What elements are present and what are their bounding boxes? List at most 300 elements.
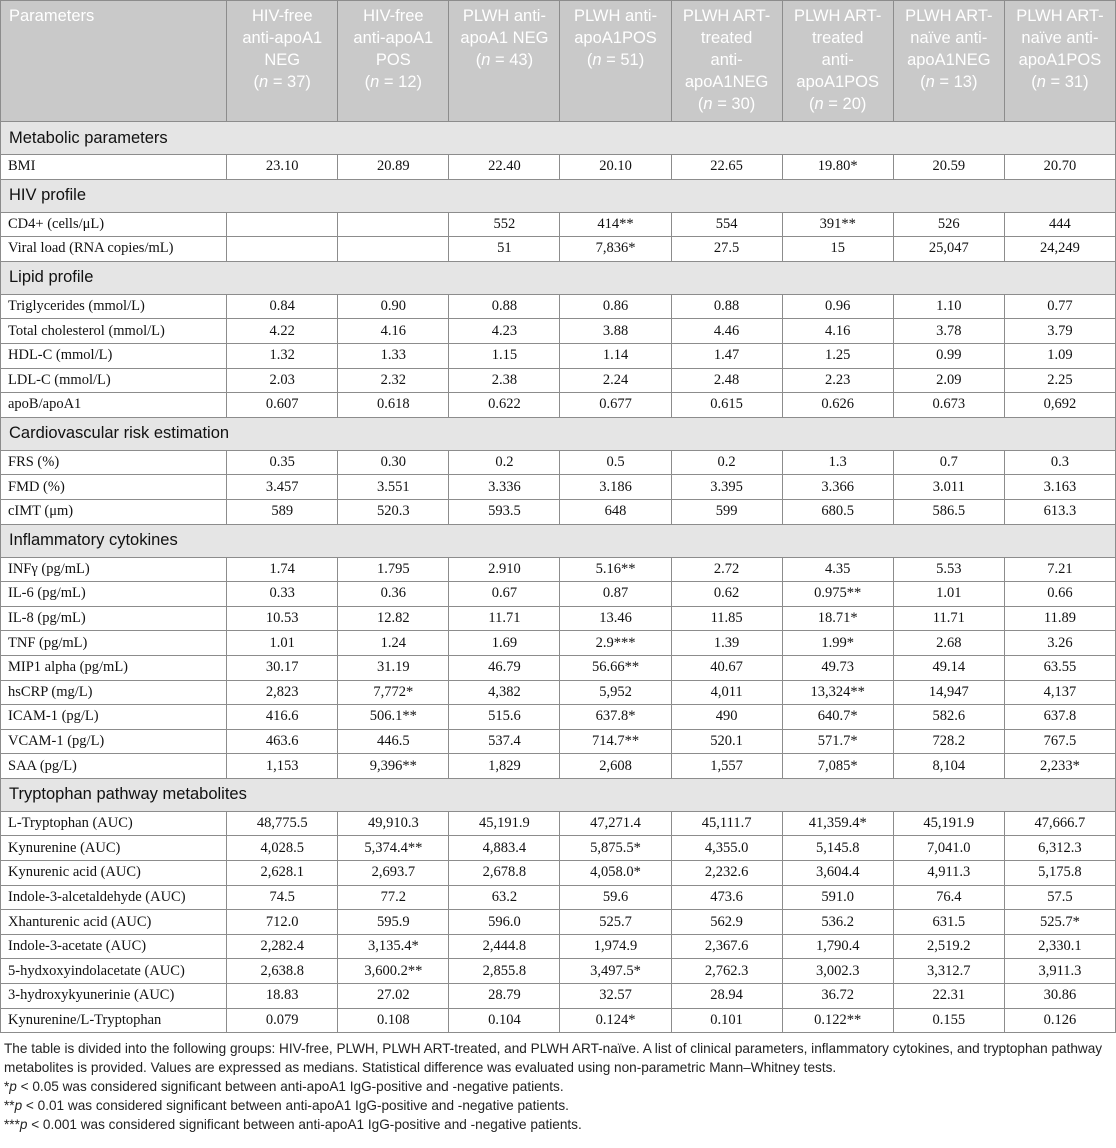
table-row [1, 499, 1116, 524]
header-line: PLWH ART- [682, 7, 771, 25]
cell-value: 3,911.3 [1004, 959, 1115, 984]
cell-value: 1.69 [449, 631, 560, 656]
cell-value: 1.14 [560, 343, 671, 368]
table-row [1, 984, 1116, 1009]
header-line: anti- [821, 51, 854, 69]
cell-value: 1.15 [449, 343, 560, 368]
n-symbol: n [1036, 73, 1046, 91]
cell-value: 76.4 [893, 885, 1004, 910]
cell-value: 3.551 [338, 475, 449, 500]
cell-value [227, 237, 338, 262]
header-column-2 [338, 1, 449, 122]
cell-value: 46.79 [449, 655, 560, 680]
row-label: IL-6 (pg/mL) [1, 582, 227, 607]
cell-value: 5,875.5* [560, 836, 671, 861]
cell-value: 77.2 [338, 885, 449, 910]
table-row [1, 582, 1116, 607]
cell-value: 463.6 [227, 729, 338, 754]
cell-value: 1.24 [338, 631, 449, 656]
n-close-paren: ) [860, 95, 867, 113]
header-line: naïve anti- [1021, 29, 1099, 47]
footnote-marker: * [4, 1079, 10, 1095]
cell-value: 0,692 [1004, 393, 1115, 418]
header-line: PLWH ART- [905, 7, 993, 25]
n-open-paren: ( [920, 73, 926, 91]
cell-value: 2.9*** [560, 631, 671, 656]
cell-value: 4,382 [449, 680, 560, 705]
table-row [1, 294, 1116, 319]
cell-value: 4.16 [338, 319, 449, 344]
cell-value: 3.26 [1004, 631, 1115, 656]
n-symbol: n [703, 95, 713, 113]
header-line: HIV-free [363, 7, 424, 25]
table-row [1, 910, 1116, 935]
cell-value: 1.795 [338, 557, 449, 582]
cell-value: 22.31 [893, 984, 1004, 1009]
footnote-text: < 0.05 was considered significant between anti-apoA1 IgG-positive and -negative patients. [16, 1079, 564, 1095]
row-label: SAA (pg/L) [1, 754, 227, 779]
group-row [1, 778, 1116, 811]
n-close-paren: ) [416, 73, 422, 91]
cell-value: 30.86 [1004, 984, 1115, 1009]
cell-value: 1.25 [782, 343, 893, 368]
group-title: Tryptophan pathway metabolites [1, 778, 1116, 811]
cell-value: 3.88 [560, 319, 671, 344]
footnote-item [4, 1115, 1112, 1134]
cell-value: 1.33 [338, 343, 449, 368]
row-label: FMD (%) [1, 475, 227, 500]
cell-value: 0.84 [227, 294, 338, 319]
cell-value: 3,312.7 [893, 959, 1004, 984]
row-label: 5-hydxoxyindolacetate (AUC) [1, 959, 227, 984]
cell-value: 2,233* [1004, 754, 1115, 779]
cell-value: 0.108 [338, 1008, 449, 1033]
cell-value: 589 [227, 499, 338, 524]
cell-value: 0.626 [782, 393, 893, 418]
cell-value: 3,002.3 [782, 959, 893, 984]
table-row [1, 811, 1116, 836]
cell-value: 63.2 [449, 885, 560, 910]
cell-value: 1,790.4 [782, 934, 893, 959]
cell-value: 593.5 [449, 499, 560, 524]
row-label: MIP1 alpha (pg/mL) [1, 655, 227, 680]
cell-value: 599 [671, 499, 782, 524]
row-label: Kynurenine (AUC) [1, 836, 227, 861]
cell-value: 28.94 [671, 984, 782, 1009]
cell-value: 28.79 [449, 984, 560, 1009]
footnote-text: < 0.01 was considered significant between anti-apoA1 IgG-positive and -negative patients. [22, 1098, 569, 1114]
cell-value: 3.78 [893, 319, 1004, 344]
row-label: Kynurenic acid (AUC) [1, 861, 227, 886]
cell-value: 2.68 [893, 631, 1004, 656]
cell-value: 0.7 [893, 450, 1004, 475]
footnote-p-symbol: p [14, 1098, 23, 1114]
n-close-paren: ) [638, 51, 645, 69]
cell-value: 1,557 [671, 754, 782, 779]
header-line: apoA1POS [1018, 51, 1102, 69]
header-line: apoA1NEG [684, 73, 769, 91]
cell-value: 0.36 [338, 582, 449, 607]
table-footnotes [0, 1033, 1116, 1134]
cell-value: 56.66** [560, 655, 671, 680]
header-n [340, 71, 446, 93]
table-row [1, 319, 1116, 344]
cell-value: 15 [782, 237, 893, 262]
header-line: treated [812, 29, 864, 47]
cell-value: 51 [449, 237, 560, 262]
row-label: Xhanturenic acid (AUC) [1, 910, 227, 935]
cell-value: 2,823 [227, 680, 338, 705]
group-title: Inflammatory cytokines [1, 524, 1116, 557]
n-value: 13 [953, 73, 972, 91]
cell-value: 0.615 [671, 393, 782, 418]
footnote-p-symbol: p [9, 1079, 17, 1095]
cell-value: 1.74 [227, 557, 338, 582]
header-n [674, 93, 780, 115]
row-label: Indole-3-acetate (AUC) [1, 934, 227, 959]
cell-value: 2.38 [449, 368, 560, 393]
cell-value: 562.9 [671, 910, 782, 935]
table-row [1, 393, 1116, 418]
cell-value: 520.3 [338, 499, 449, 524]
cell-value: 45,191.9 [893, 811, 1004, 836]
table-row [1, 836, 1116, 861]
cell-value: 0.33 [227, 582, 338, 607]
n-open-paren: ( [586, 51, 593, 69]
n-equals: = [268, 73, 288, 91]
n-symbol: n [592, 51, 602, 69]
cell-value: 0.622 [449, 393, 560, 418]
header-column-5 [671, 1, 782, 122]
cell-value: 0.3 [1004, 450, 1115, 475]
n-equals: = [712, 95, 732, 113]
cell-value: 63.55 [1004, 655, 1115, 680]
cell-value: 5,175.8 [1004, 861, 1115, 886]
cell-value: 586.5 [893, 499, 1004, 524]
cell-value: 3.011 [893, 475, 1004, 500]
cell-value: 2,762.3 [671, 959, 782, 984]
header-line: apoA1 NEG [460, 29, 549, 47]
cell-value: 414** [560, 212, 671, 237]
header-column-1 [227, 1, 338, 122]
cell-value: 0.104 [449, 1008, 560, 1033]
cell-value: 36.72 [782, 984, 893, 1009]
cell-value: 5,952 [560, 680, 671, 705]
cell-value: 0.124* [560, 1008, 671, 1033]
table-row [1, 959, 1116, 984]
cell-value: 49,910.3 [338, 811, 449, 836]
header-n [785, 93, 891, 115]
cell-value: 3,604.4 [782, 861, 893, 886]
group-title: Metabolic parameters [1, 122, 1116, 155]
cell-value: 3.79 [1004, 319, 1115, 344]
table-row [1, 237, 1116, 262]
table-row [1, 705, 1116, 730]
header-line: POS [375, 51, 411, 69]
cell-value: 631.5 [893, 910, 1004, 935]
cell-value: 1,974.9 [560, 934, 671, 959]
cell-value: 47,271.4 [560, 811, 671, 836]
cell-value: 10.53 [227, 606, 338, 631]
cell-value: 40.67 [671, 655, 782, 680]
cell-value: 537.4 [449, 729, 560, 754]
row-label: cIMT (μm) [1, 499, 227, 524]
cell-value: 0.5 [560, 450, 671, 475]
cell-value: 1.01 [227, 631, 338, 656]
cell-value: 0.618 [338, 393, 449, 418]
cell-value: 2.23 [782, 368, 893, 393]
group-title: Lipid profile [1, 261, 1116, 294]
group-row [1, 179, 1116, 212]
cell-value: 1.09 [1004, 343, 1115, 368]
row-label: HDL-C (mmol/L) [1, 343, 227, 368]
cell-value: 4,028.5 [227, 836, 338, 861]
cell-value: 4.35 [782, 557, 893, 582]
header-row [1, 1, 1116, 122]
cell-value: 2.910 [449, 557, 560, 582]
cell-value: 0.122** [782, 1008, 893, 1033]
table-row [1, 343, 1116, 368]
header-line: PLWH anti- [462, 7, 546, 25]
cell-value: 3.186 [560, 475, 671, 500]
header-n [451, 49, 557, 71]
cell-value: 4.23 [449, 319, 560, 344]
cell-value: 0.607 [227, 393, 338, 418]
n-value: 43 [509, 51, 528, 69]
cell-value: 3.336 [449, 475, 560, 500]
header-line: anti-apoA1 [242, 29, 323, 47]
cell-value: 2.72 [671, 557, 782, 582]
header-parameters [1, 1, 227, 122]
cell-value: 27.5 [671, 237, 782, 262]
cell-value: 4.46 [671, 319, 782, 344]
cell-value: 3.366 [782, 475, 893, 500]
n-value: 20 [842, 95, 861, 113]
cell-value: 0.079 [227, 1008, 338, 1033]
cell-value: 4,011 [671, 680, 782, 705]
cell-value: 3.395 [671, 475, 782, 500]
cell-value: 74.5 [227, 885, 338, 910]
cell-value: 1.99* [782, 631, 893, 656]
header-n [896, 71, 1002, 93]
row-label: hsCRP (mg/L) [1, 680, 227, 705]
header-line: apoA1NEG [907, 51, 991, 69]
cell-value: 526 [893, 212, 1004, 237]
table-body [1, 122, 1116, 1033]
cell-value: 0.90 [338, 294, 449, 319]
cell-value: 728.2 [893, 729, 1004, 754]
cell-value: 4,883.4 [449, 836, 560, 861]
row-label: 3-hydroxykyunerinie (AUC) [1, 984, 227, 1009]
group-row [1, 122, 1116, 155]
cell-value: 7.21 [1004, 557, 1115, 582]
table-row [1, 368, 1116, 393]
header-line: apoA1POS [574, 29, 657, 47]
n-value: 12 [398, 73, 417, 91]
cell-value: 552 [449, 212, 560, 237]
table-row [1, 450, 1116, 475]
row-label: Total cholesterol (mmol/L) [1, 319, 227, 344]
cell-value: 2.48 [671, 368, 782, 393]
cell-value: 23.10 [227, 155, 338, 180]
cell-value: 0.96 [782, 294, 893, 319]
header-line: HIV-free [251, 7, 313, 25]
cell-value: 416.6 [227, 705, 338, 730]
cell-value: 1.3 [782, 450, 893, 475]
cell-value: 32.57 [560, 984, 671, 1009]
n-close-paren: ) [1083, 73, 1089, 91]
row-label: TNF (pg/mL) [1, 631, 227, 656]
n-open-paren: ( [475, 51, 482, 69]
cell-value: 3.457 [227, 475, 338, 500]
cell-value [338, 212, 449, 237]
cell-value: 0.62 [671, 582, 782, 607]
n-close-paren: ) [971, 73, 978, 91]
cell-value: 18.83 [227, 984, 338, 1009]
cell-value: 2,367.6 [671, 934, 782, 959]
cell-value: 0.126 [1004, 1008, 1115, 1033]
cell-value: 2,232.6 [671, 861, 782, 886]
cell-value: 1,829 [449, 754, 560, 779]
header-n [562, 49, 668, 71]
cell-value: 2.25 [1004, 368, 1115, 393]
cell-value: 0.673 [893, 393, 1004, 418]
cell-value: 525.7 [560, 910, 671, 935]
cell-value: 2,330.1 [1004, 934, 1115, 959]
cell-value: 4,355.0 [671, 836, 782, 861]
cell-value: 680.5 [782, 499, 893, 524]
table-row [1, 754, 1116, 779]
cell-value: 20.89 [338, 155, 449, 180]
cell-value: 2,282.4 [227, 934, 338, 959]
cell-value: 11.85 [671, 606, 782, 631]
header-line: apoA1POS [796, 73, 879, 91]
n-equals: = [1045, 73, 1065, 91]
table-row [1, 885, 1116, 910]
cell-value: 5.53 [893, 557, 1004, 582]
cell-value: 2,855.8 [449, 959, 560, 984]
n-symbol: n [259, 73, 269, 91]
cell-value: 3,600.2** [338, 959, 449, 984]
cell-value: 4.22 [227, 319, 338, 344]
header-column-6 [782, 1, 893, 122]
group-title: Cardiovascular risk estimation [1, 417, 1116, 450]
cell-value: 11.89 [1004, 606, 1115, 631]
cell-value: 1.32 [227, 343, 338, 368]
cell-value: 2,444.8 [449, 934, 560, 959]
cell-value: 613.3 [1004, 499, 1115, 524]
cell-value: 8,104 [893, 754, 1004, 779]
n-symbol: n [481, 51, 491, 69]
n-value: 51 [620, 51, 639, 69]
cell-value: 0.66 [1004, 582, 1115, 607]
table-row [1, 606, 1116, 631]
row-label: apoB/apoA1 [1, 393, 227, 418]
n-symbol: n [814, 95, 824, 113]
header-column-4 [560, 1, 671, 122]
cell-value: 7,772* [338, 680, 449, 705]
cell-value: 7,836* [560, 237, 671, 262]
n-equals: = [490, 51, 510, 69]
table-row [1, 729, 1116, 754]
cell-value: 22.40 [449, 155, 560, 180]
group-row [1, 524, 1116, 557]
row-label: ICAM-1 (pg/L) [1, 705, 227, 730]
cell-value: 7,085* [782, 754, 893, 779]
header-line: PLWH anti- [573, 7, 658, 25]
n-value: 30 [731, 95, 750, 113]
header-n [1007, 71, 1113, 93]
cell-value: 47,666.7 [1004, 811, 1115, 836]
cell-value: 2,608 [560, 754, 671, 779]
cell-value: 0.2 [671, 450, 782, 475]
cell-value: 0.99 [893, 343, 1004, 368]
footnote-item [4, 1096, 1112, 1115]
cell-value: 13,324** [782, 680, 893, 705]
cell-value: 473.6 [671, 885, 782, 910]
cell-value: 2,519.2 [893, 934, 1004, 959]
header-line: anti-apoA1 [353, 29, 434, 47]
footnote-items [4, 1077, 1112, 1134]
cell-value: 520.1 [671, 729, 782, 754]
cell-value: 30.17 [227, 655, 338, 680]
cell-value: 49.14 [893, 655, 1004, 680]
cell-value: 3.163 [1004, 475, 1115, 500]
footnote-text: < 0.001 was considered significant between anti-apoA1 IgG-positive and -negative patients. [27, 1117, 582, 1133]
cell-value: 2.09 [893, 368, 1004, 393]
cell-value: 14,947 [893, 680, 1004, 705]
cell-value: 0.35 [227, 450, 338, 475]
row-label: LDL-C (mmol/L) [1, 368, 227, 393]
cell-value: 57.5 [1004, 885, 1115, 910]
row-label: Indole-3-alcetaldehyde (AUC) [1, 885, 227, 910]
table-row [1, 212, 1116, 237]
table-row [1, 934, 1116, 959]
cell-value: 0.87 [560, 582, 671, 607]
table-row [1, 680, 1116, 705]
header-column-3 [449, 1, 560, 122]
cell-value: 1.01 [893, 582, 1004, 607]
cell-value: 767.5 [1004, 729, 1115, 754]
row-label: FRS (%) [1, 450, 227, 475]
n-close-paren: ) [305, 73, 311, 91]
row-label: VCAM-1 (pg/L) [1, 729, 227, 754]
cell-value: 22.65 [671, 155, 782, 180]
cell-value: 11.71 [893, 606, 1004, 631]
row-label: IL-8 (pg/mL) [1, 606, 227, 631]
cell-value: 7,041.0 [893, 836, 1004, 861]
n-open-paren: ( [697, 95, 704, 113]
header-column-7 [893, 1, 1004, 122]
n-equals: = [934, 73, 954, 91]
cell-value: 648 [560, 499, 671, 524]
cell-value: 12.82 [338, 606, 449, 631]
cell-value: 9,396** [338, 754, 449, 779]
n-open-paren: ( [1031, 73, 1037, 91]
header-line: PLWH ART- [793, 7, 882, 25]
cell-value: 0.155 [893, 1008, 1004, 1033]
cell-value: 591.0 [782, 885, 893, 910]
group-row [1, 417, 1116, 450]
cell-value: 1.47 [671, 343, 782, 368]
footnote-marker: ** [4, 1098, 15, 1114]
cell-value: 3,497.5* [560, 959, 671, 984]
cell-value: 444 [1004, 212, 1115, 237]
cell-value: 3,135.4* [338, 934, 449, 959]
cell-value: 554 [671, 212, 782, 237]
cell-value: 6,312.3 [1004, 836, 1115, 861]
cell-value: 391** [782, 212, 893, 237]
